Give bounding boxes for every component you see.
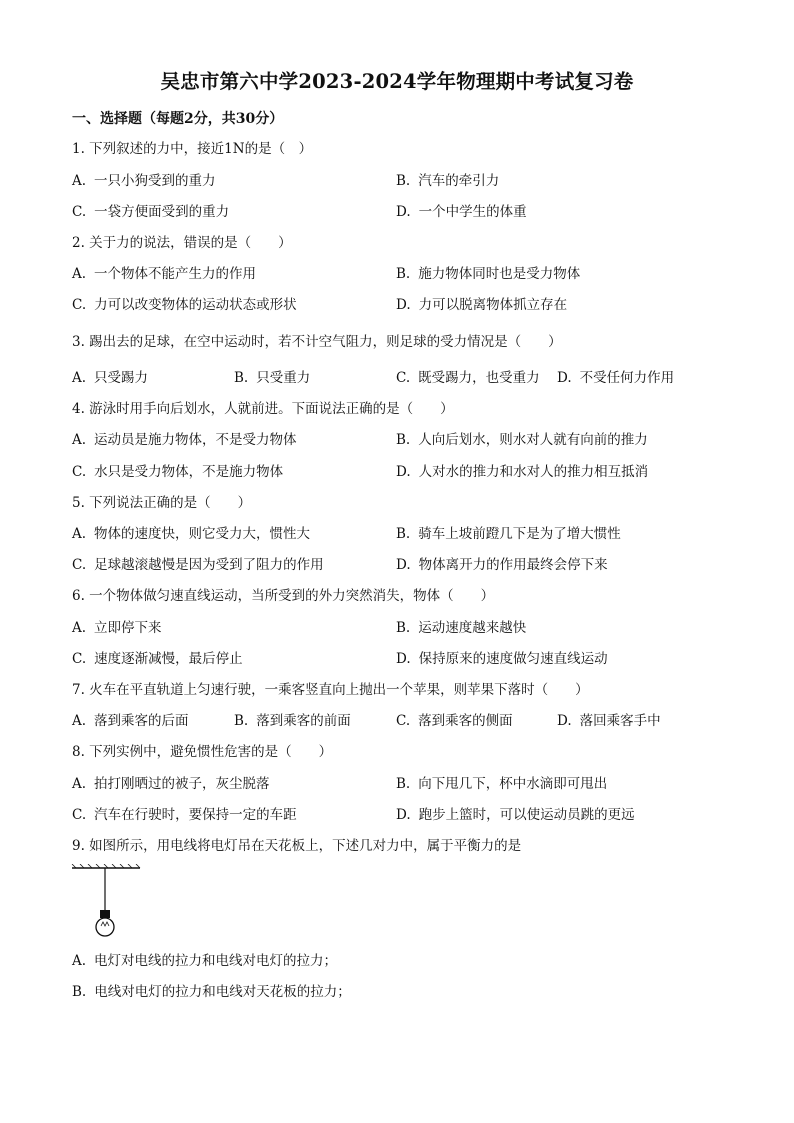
option-a: [72, 952, 337, 970]
option-text: 力可以脱离物体抓立存在: [418, 297, 568, 313]
option-label: C.: [72, 204, 87, 220]
option-label: C.: [72, 557, 87, 573]
option-label: C.: [72, 297, 87, 313]
option-label: B.: [234, 713, 249, 729]
option-d: [396, 806, 635, 824]
option-c: [72, 203, 229, 221]
option-label: D.: [396, 297, 411, 313]
option-text: 运动员是施力物体，不是受力物体: [94, 432, 297, 448]
option-label: B.: [396, 776, 411, 792]
option-c: [72, 556, 324, 574]
option-text: 保持原来的速度做匀速直线运动: [418, 651, 608, 667]
option-c: [72, 296, 297, 314]
option-text: 运动速度越来越快: [418, 620, 527, 636]
option-label: A.: [72, 776, 87, 792]
option-label: D.: [557, 370, 572, 386]
option-label: A.: [72, 526, 87, 542]
option-b: [396, 619, 526, 637]
option-label: A.: [72, 713, 87, 729]
option-b: [396, 265, 580, 283]
option-text: 水只是受力物体，不是施力物体: [94, 464, 284, 480]
question-stem: 5. 下列说法正确的是（ ）: [72, 495, 252, 511]
option-b: [234, 369, 310, 387]
option-d: [396, 463, 648, 481]
option-label: B.: [396, 173, 411, 189]
page-title: 吴忠市第六中学2023-2024学年物理期中考试复习卷: [160, 70, 634, 93]
option-label: B.: [72, 984, 87, 1000]
question-stem: 1. 下列叙述的力中，接近1N的是（ ）: [72, 141, 313, 157]
option-text: 汽车的牵引力: [418, 173, 500, 189]
ceiling: [72, 864, 140, 868]
option-text: 只受踢力: [94, 370, 149, 386]
option-text: 立即停下来: [94, 620, 162, 636]
option-b: [234, 712, 351, 730]
option-text: 落到乘客的后面: [94, 713, 189, 729]
option-text: 骑车上坡前蹬几下是为了增大惯性: [418, 526, 621, 542]
option-text: 跑步上篮时，可以使运动员跳的更远: [418, 807, 635, 823]
option-label: C.: [396, 713, 411, 729]
option-a: [72, 265, 256, 283]
option-text: 既受踢力，也受重力: [418, 370, 540, 386]
option-label: B.: [396, 432, 411, 448]
light-bulb-icon: [96, 918, 114, 936]
section-heading: 一、选择题（每题2分，共30分）: [72, 111, 284, 127]
option-text: 只受重力: [256, 370, 311, 386]
option-b: [72, 983, 351, 1001]
option-c: [396, 369, 540, 387]
option-text: 一袋方便面受到的重力: [94, 204, 230, 220]
option-a: [72, 525, 310, 543]
lamp-socket: [100, 910, 110, 918]
option-label: B.: [234, 370, 249, 386]
option-label: D.: [396, 651, 411, 667]
question-stem: 7. 火车在平直轨道上匀速行驶，一乘客竖直向上抛出一个苹果，则苹果下落时（ ）: [72, 682, 589, 698]
option-b: [396, 525, 621, 543]
option-label: A.: [72, 173, 87, 189]
option-text: 物体离开力的作用最终会停下来: [418, 557, 608, 573]
option-label: B.: [396, 620, 411, 636]
option-d: [396, 556, 608, 574]
option-label: D.: [396, 464, 411, 480]
option-text: 汽车在行驶时，要保持一定的车距: [94, 807, 297, 823]
option-b: [396, 431, 648, 449]
option-d: [557, 369, 674, 387]
option-label: C.: [72, 651, 87, 667]
option-label: D.: [396, 204, 411, 220]
hanging-lamp-figure: [70, 864, 150, 944]
option-label: D.: [396, 557, 411, 573]
option-text: 速度逐渐减慢，最后停止: [94, 651, 243, 667]
option-c: [396, 712, 513, 730]
option-label: A.: [72, 953, 87, 969]
question-stem: 3. 踢出去的足球，在空中运动时，若不计空气阻力，则足球的受力情况是（ ）: [72, 334, 562, 350]
option-label: A.: [72, 432, 87, 448]
option-a: [72, 775, 270, 793]
option-a: [72, 712, 189, 730]
option-text: 落到乘客的侧面: [418, 713, 513, 729]
option-label: C.: [396, 370, 411, 386]
option-label: D.: [396, 807, 411, 823]
option-text: 施力物体同时也是受力物体: [418, 266, 581, 282]
option-c: [72, 650, 243, 668]
option-label: B.: [396, 526, 411, 542]
question-stem: 4. 游泳时用手向后划水，人就前进。下面说法正确的是（ ）: [72, 401, 454, 417]
option-a: [72, 172, 216, 190]
option-label: C.: [72, 807, 87, 823]
option-a: [72, 431, 297, 449]
option-a: [72, 619, 162, 637]
option-c: [72, 463, 283, 481]
question-stem: 2. 关于力的说法，错误的是（ ）: [72, 235, 292, 251]
option-d: [396, 296, 567, 314]
option-text: 落到乘客的前面: [256, 713, 351, 729]
option-text: 一只小狗受到的重力: [94, 173, 216, 189]
option-label: A.: [72, 620, 87, 636]
option-text: 力可以改变物体的运动状态或形状: [94, 297, 297, 313]
option-label: A.: [72, 370, 87, 386]
option-d: [396, 650, 608, 668]
option-d: [396, 203, 527, 221]
option-label: B.: [396, 266, 411, 282]
option-text: 落回乘客手中: [579, 713, 661, 729]
option-text: 足球越滚越慢是因为受到了阻力的作用: [94, 557, 324, 573]
option-text: 一个中学生的体重: [418, 204, 527, 220]
option-text: 电线对电灯的拉力和电线对天花板的拉力；: [94, 984, 351, 1000]
question-stem: 9. 如图所示，用电线将电灯吊在天花板上，下述几对力中，属于平衡力的是: [72, 838, 522, 854]
option-b: [396, 775, 607, 793]
option-text: 不受任何力作用: [579, 370, 675, 386]
option-text: 拍打刚晒过的被子，灰尘脱落: [94, 776, 270, 792]
option-text: 人向后划水，则水对人就有向前的推力: [418, 432, 648, 448]
option-text: 电灯对电线的拉力和电线对电灯的拉力；: [94, 953, 338, 969]
option-text: 物体的速度快，则它受力大，惯性大: [94, 526, 311, 542]
question-stem: 6. 一个物体做匀速直线运动，当所受到的外力突然消失，物体（ ）: [72, 588, 495, 604]
option-a: [72, 369, 148, 387]
option-b: [396, 172, 499, 190]
option-label: C.: [72, 464, 87, 480]
option-d: [557, 712, 661, 730]
option-label: A.: [72, 266, 87, 282]
option-text: 向下甩几下，杯中水滴即可甩出: [418, 776, 608, 792]
option-text: 人对水的推力和水对人的推力相互抵消: [418, 464, 649, 480]
option-label: D.: [557, 713, 572, 729]
option-c: [72, 806, 297, 824]
question-stem: 8. 下列实例中，避免惯性危害的是（ ）: [72, 744, 333, 760]
option-text: 一个物体不能产生力的作用: [94, 266, 257, 282]
